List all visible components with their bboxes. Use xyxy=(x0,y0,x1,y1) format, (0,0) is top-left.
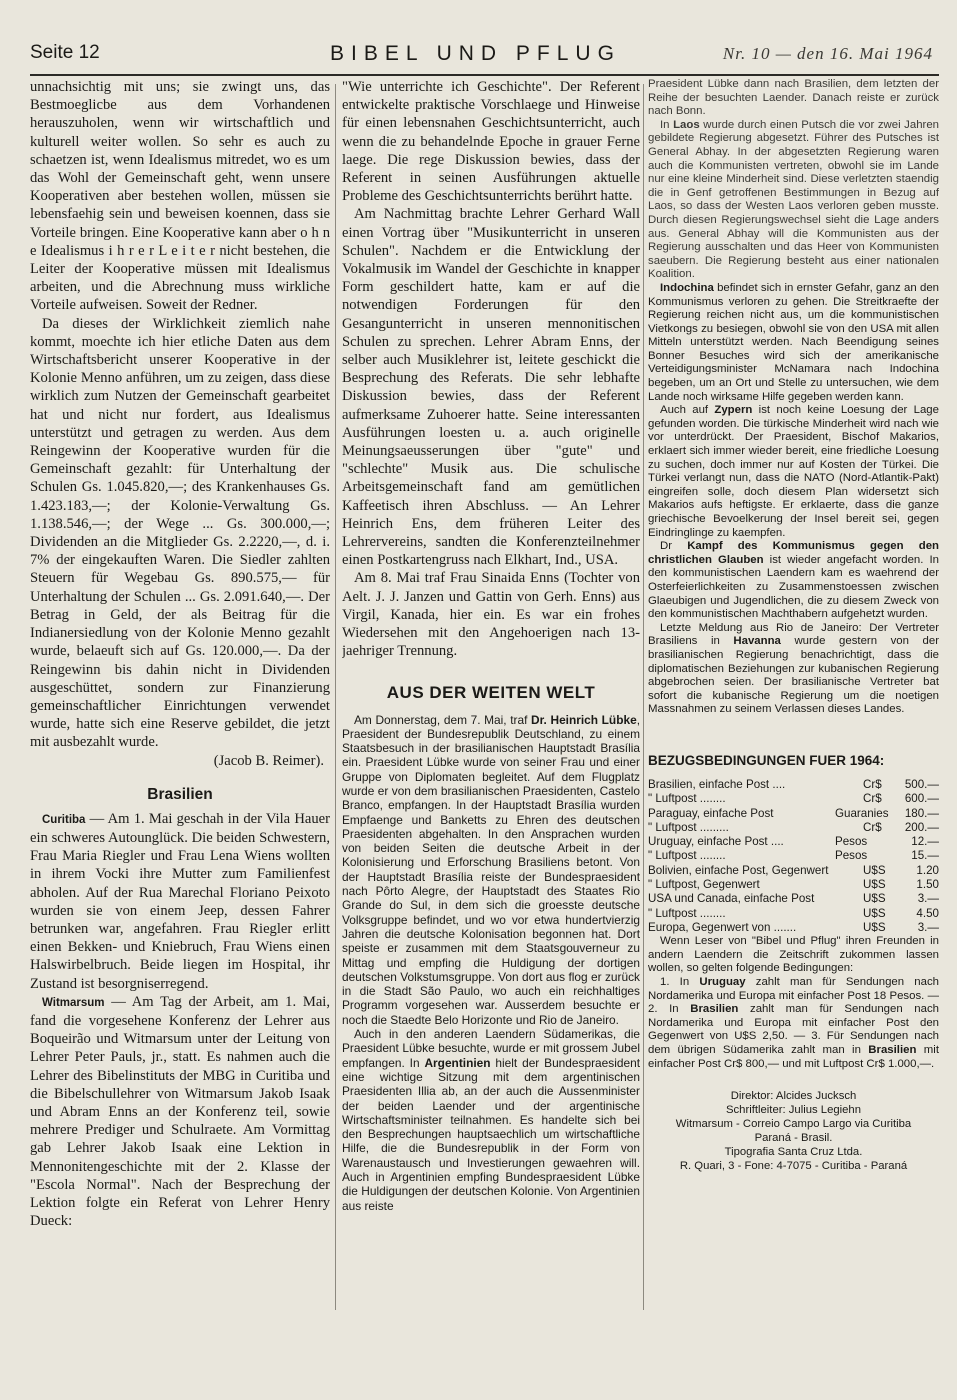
price-label: " Luftpost ......... xyxy=(648,820,729,834)
newspaper-title: BIBEL UND PFLUG xyxy=(330,42,621,65)
price-row xyxy=(648,835,939,849)
city-name: Havanna xyxy=(733,635,781,648)
news-item-luebke: Am Donnerstag, dem 7. Mai, traf Dr. Heinrich Lübke, Praesident der Bundesrepublik Deutschland, zu einem Staatsbesuch in der brasilianischen Hauptstadt Brasília ein. Praesident Lübke wurde von seiner Frau und einer Gruppe von Diplomaten begleitet. Auf dem Flugplatz wurde er von dem brasilianischen Praesidenten, Castelo Branco, empfangen. In der Hauptstadt Brasília wurden Empfaenge und Banketts zu Ehren des deutschen Praesidenten abgehalten. In den Ansprachen wurden von beiden Seiten die deutsche Arbeit in der Kolonisierung und Erforschung Brasiliens betont. Von der Hauptstadt Brasília reiste der Bundespraesident nach Pôrto Alegre, der Hauptstadt des Staates Rio Grande do Sul, in dem sich die groesste deutsche Volksgruppe befindet, und wo vor etwa hundertvierzig Jahren die deutsche Kolonisation begonnen hat. Dort speiste er zusammen mit dem Staatsgouverneur zu Mittag und empfing die Huldigung der dortigen deutschen Volkstumsgruppe. Von dort aus flog er zurück in die Stadt São Paulo, wo auch ein reichhaltiges Programm vorgesehen war. Ausserdem besuchte er noch die Staedte Belo Horizonte und Rio de Janeiro. xyxy=(342,712,640,1027)
price-label: Brasilien, einfache Post .... xyxy=(648,777,786,791)
news-text: — Am 1. Mai geschah in der Vila Hauer ein schweres Autounglück. Die beiden Schwestern, Frau Maria Riegler und Frau Lena Wiens wollten in ihrem Vocki ihre Mutter zum Familienfest abholen. Auf der Rua Marechal Floriano Peixoto wurden sie von einem Jeep, dessen Fahrer betrunken war, angefahren. Frau Riegler erlitt einen Bekken- und Kniebruch, Frau Wiens einen Halswirbelbruch. Beide liegen im Hospital, ihr Zustand ist besorgniserregend. xyxy=(30,810,330,992)
article-paragraph: Am 8. Mai traf Frau Sinaida Enns (Tochter von Aelt. J. J. Janzen und Gattin von Gerh. Enns) aus Virgil, Kanada, hier ein. Es war ein frohes Wiedersehen mit den Angehoerigen nach 13-jaehriger Trennung. xyxy=(342,570,640,660)
imprint-line: Tipografia Santa Cruz Ltda. xyxy=(724,1146,863,1159)
news-item-argentinien: Auch in den anderen Laendern Südamerikas, die Praesident Lübke besuchte, wurde er mit grossem Jubel empfangen. In Argentinien hielt der Bundespraesident eine wichtige Sitzung mit dem argentinischen Praesidenten Illia ab, an der auch die Aussenminister der beiden Laender und der argentinische Wirtschaftsminister teilnahmen. Es handelte sich bei den Besprechungen hauptsaechlich um wirtschaftliche Hilfe, die die Bundesrepublik in der Form von Warenaustausch und Investierungen gewaehren will. Auch in Argentinien empfing Bundespraesident Lübke die Huldigungen der deutschen Kolonie. Von Argentinien aus reiste xyxy=(342,1027,640,1213)
news-item-witmarsum xyxy=(30,993,330,1231)
price-row xyxy=(648,807,939,821)
article-paragraph: Praesident Lübke dann nach Brasilien, dem letzten der Reihe der besuchten Laender. Danach reiste er zurück nach Bonn. xyxy=(648,78,939,118)
article-paragraph: Da dieses der Wirklichkeit ziemlich nahe kommt, moechte ich hier etliche Daten aus dem Wirtschaftsbericht unserer Kooperative in der Kolonie Menno anführen, um zu zeigen, dass diese wirklich zum Nutzen der Gemeinschaft gearbeitet hat und nicht nur fordert, aus Idealismus unterstützt und getragen zu werden. Aus dem Reingewinn der Kooperative wurden für die Gemeinschaft gezahlt: für Unterhaltung der Schulen Gs. 1.045.820,—; des Krankenhauses Gs. 1.423.183,—; der Kolonie-Verwaltung Gs. 1.138.546,—; der Wege ... Gs. 300.000,—; Dividenden an die Mitglieder Gs. 2.2220,—, d. i. 7% der eingekauften Waren. Die Siedler zahlten Steuern für Wegebau Gs. 890.575,— für Unterhaltung der Schulen ... Gs. 2.091.640,—. Der Betrag in Geld, der als Beitrag für die Indianersiedlung von der Kolonie Menno gezahlt wurde, belaeuft sich auf Gs. 120.000,—. Da der Reingewinn bis dahin nicht in Dividenden ausgeschüttet, sondern zur Finanzierung gemeinschaftlicher Einrichtungen verwendet wurde, hatte sich eine Reserve gebildet, die jetzt mit ausbezahlt wurde. xyxy=(30,315,330,751)
country-name: Argentinien xyxy=(424,1055,491,1070)
article-paragraph: unnachsichtig mit uns; sie zwingt uns, das Bestmoeglicbe aus dem Vorhandenen herauszuholen, wenn wir wirtschaftlich und kulturell weiter wollen. So sehr es auch zu schaetzen ist, wenn Idealismus mitredet, wo es um das Wohl der Gemeinschaft geht, wenn unsere Kooperativen aber bestehen wollen, müssen sie lebensfaehig sein und beweisen koennen, dass sie Vorteile bringen. Eine Kooperative kann aber o h n e Idealismus i h r e r L e i t e r nicht bestehen, die Leiter der Kooperative müssen mit Idealismus arbeiten, und die Abrechnung muss wirkliche Vorteile aufweisen. Soweit der Redner. xyxy=(30,79,330,314)
price-currency: Pesos xyxy=(835,835,868,849)
location-label: Witmarsum xyxy=(42,996,105,1009)
section-heading-brasilien: Brasilien xyxy=(147,785,213,803)
column-divider xyxy=(643,84,644,1310)
price-amount: 12.— xyxy=(911,835,939,849)
price-row xyxy=(648,792,939,806)
article-paragraph: Am Nachmittag brachte Lehrer Gerhard Wall einen Vortrag über "Musikunterricht in unseren Schulen". Nachdem er die Entwicklung der Vokalmusik im Wandel der Geschichte in knapper Form geschildert hatte, kam er auf die notwendigen Forderungen für den Gesangunterricht in unseren mennonitischen Schulen zu sprechen. Lehrer Abram Enns, der selber auch Musiklehrer ist, leitete geschickt die Besprechung des Referats. Die sehr lebhafte Diskussion bewies, dass der Referent aufmerksame Zuhoerer hatte. Seine interessanten Ausführungen loesten u. a. auch originelle Meinungsaeusserungen über "gute" und "schlechte" Musik aus. Die schulische Arbeitsgemeinschaft fand am gemütlichen Kaffeetisch ihren Abschluss. — An Lehrer Heinrich Ens, dem früheren Leiter des Lehrervereins, sandten die Konferenzteilnehmer einen Postkartengruss nach Elkhart, Ind., USA. xyxy=(342,206,640,569)
price-label: USA und Canada, einfache Post xyxy=(648,892,815,906)
article-paragraph: "Wie unterrichte ich Geschichte". Der Referent entwickelte praktische Vorschlaege und Hinweise für einen lebensnahen Geschichtsunterricht, auch wenn die zu behandelnde Epoche in grauer Ferne laege. Die rege Diskussion bewies, dass der Referent in seinen Ausführungen aktuelle Probleme des Geschichtsunterrichts berührt hatte. xyxy=(342,79,640,205)
news-item-kampf: Dr Kampf des Kommunismus gegen den christlichen Glauben ist wieder angefacht worden. In den kommunistischen Laendern kam es waehrend der Osterfeierlichkeiten zu Zusammenstoessen zwischen Glaeubigen und Jugendlichen, die zu diesem Zweck von den kommunistischen Machthabern aufgehetzt wurden. xyxy=(648,540,939,621)
price-label: " Luftpost ........ xyxy=(648,792,726,806)
column-divider xyxy=(335,84,336,1310)
price-amount: 500.— xyxy=(904,777,939,791)
price-currency: U$S xyxy=(863,892,886,906)
masthead xyxy=(30,30,939,76)
price-label: Europa, Gegenwert von ....... xyxy=(648,920,797,934)
price-currency: U$S xyxy=(863,906,886,920)
price-amount: 180.— xyxy=(904,806,939,820)
price-label: Bolivien, einfache Post, Gegenwert xyxy=(648,863,829,877)
news-text: — Am Tag der Arbeit, am 1. Mai, fand die vorgesehene Konferenz der Lehrer aus Boqueirão und Witmarsum unter der Leitung von Lehrer Peter Pauls, jr., statt. Es nahmen auch die Lehrer des Bibelinstituts der MBG in Curitiba und die Bibelschullehrer von Witmarsum Jakob Isaak und Abram Enns an der Konferenz teil, sowie mehrere Prediger und Schulraete. Am Vormittag gab Lehrer Jakob Isaak eine Lektion in Mennonitengeschichte mit der 2. Klasse der "Escola Normal". Nach der Besprechung der Lektion folgte ein Referat von Lehrer Henry Dueck: xyxy=(30,993,330,1230)
news-item-indochina: Indochina befindet sich in ernster Gefahr, ganz an den Kommunismus verloren zu gehen. Die Streitkraefte der Regierung reichen nicht aus, um die kommunistischen Vietkongs zu besiegen, obwohl sie von den USA mit allen Mitteln unterstützt werden. Nach Beendigung seines Bonner Besuches wird sich der amerikanische Verteidigungsminister McNamara nach Indochina begeben, um an Ort und Stelle zu untersuchen, wie dem Lande noch wirksame Hilfe gegeben werden kann. xyxy=(648,281,939,403)
imprint-line: R. Quari, 3 - Fone: 4-7075 - Curitiba - Paraná xyxy=(679,1160,908,1173)
price-currency: U$S xyxy=(863,863,886,877)
price-label: Uruguay, einfache Post .... xyxy=(648,835,784,849)
price-currency: Guaranies xyxy=(835,806,889,820)
column-3 xyxy=(648,78,939,1390)
price-row xyxy=(648,778,939,792)
price-row xyxy=(648,821,939,835)
imprint xyxy=(648,1089,939,1173)
person-name: Dr. Heinrich Lübke xyxy=(531,712,637,727)
column-2 xyxy=(342,78,640,1390)
price-amount: 1.20 xyxy=(916,863,939,877)
price-amount: 15.— xyxy=(911,849,939,863)
subscription-text: Wenn Leser von "Bibel und Pflug" ihren Freunden in andern Laendern die Zeitschrift zukommen lassen wollen, so gelten folgende Bedingungen: xyxy=(648,935,939,975)
price-amount: 3.— xyxy=(917,892,939,906)
price-currency: Pesos xyxy=(835,849,868,863)
price-currency: Cr$ xyxy=(863,820,882,834)
price-currency: Cr$ xyxy=(863,777,882,791)
location-label: Curitiba xyxy=(42,813,86,826)
country-name: Laos xyxy=(673,118,700,131)
page-number: Seite 12 xyxy=(30,42,100,63)
imprint-line: Schriftleiter: Julius Legiehn xyxy=(725,1104,861,1117)
price-amount: 600.— xyxy=(904,792,939,806)
price-list xyxy=(648,778,939,935)
price-currency: U$S xyxy=(863,877,886,891)
news-item-zypern: Auch auf Zypern ist noch keine Loesung der Lage gefunden worden. Die türkische Minderheit wird nach wie vor unterdrückt. Der Praesident, Bischof Makarios, erklaert sich immer wieder bereit, eine friedliche Loesung zu suchen, doch immer nur auf Kosten der Türkei. Die Türkei verlangt nun, dass die NATO (Nord-Atlantik-Pakt) eingreifen solle, doch diesem Plan widersetzt sich Makarios aufs heftigste. Er erklaerte, dass die ganze griechische Bevoelkerung der Insel bereit sei, gegen Eindringlinge zu kaempfen. xyxy=(648,404,939,539)
author-signature: (Jacob B. Reimer). xyxy=(213,752,324,769)
price-row xyxy=(648,921,939,935)
news-item-laos: In Laos wurde durch einen Putsch die vor zwei Jahren gebildete Regierung abgesetzt. Führer des Putsches ist General Abhay. In der abgesetzten Regierung waren auch die Kommunisten vertreten, obwohl sie im Lande nur eine kleine Minderheit sind. Diese verletzten staendig die in Genf getroffenen Bestimmungen in Bezug auf Laos, so dass der Westen Laos verloren geben musste. Durch diesen Regierungswechsel sieht die Lage anders aus. General Abhay will die Kommunisten aus der Regierung ausschalten und das Heer von Kommunisten saeubern. Die Regierung besteht aus einer nationalen Koalition. xyxy=(648,118,939,281)
subscription-conditions: 1. In Uruguay zahlt man für Sendungen nach Nordamerika und Europa mit einfacher Post 18 Pesos. — 2. In Brasilien zahlt man für Sendungen nach Nordamerika und Europa mit einfacher Post den Gegenwert von U$S 2,50. — 3. Für Sendungen nach dem übrigen Südamerika zahlt man in Brasilien mit einfacher Post Cr$ 800,— und mit Luftpost Cr$ 1.000,—. xyxy=(648,975,939,1070)
country-name: Zypern xyxy=(714,404,753,417)
issue-date: Nr. 10 — den 16. Mai 1964 xyxy=(722,44,933,63)
price-row xyxy=(648,892,939,906)
price-label: Paraguay, einfache Post xyxy=(648,806,774,820)
price-amount: 3.— xyxy=(917,920,939,934)
price-currency: U$S xyxy=(863,920,886,934)
price-label: " Luftpost ........ xyxy=(648,849,726,863)
section-heading-welt: AUS DER WEITEN WELT xyxy=(386,682,596,702)
news-item-havanna: Letzte Meldung aus Rio de Janeiro: Der Vertreter Brasiliens in Havanna wurde gestern von der brasilianischen Regierung benachrichtigt, dass die diplomatischen Beziehungen zur kubanischen Regierung abgebrochen seien. Der brasilianische Vertreter bat sofort die kubanische Regierung um die noetigen Massnahmen zu seinem Verlassen dieses Landes. xyxy=(648,621,939,716)
price-currency: Cr$ xyxy=(863,792,882,806)
price-label: " Luftpost, Gegenwert xyxy=(648,877,760,891)
price-amount: 1.50 xyxy=(916,877,939,891)
column-1 xyxy=(30,78,330,1390)
price-row xyxy=(648,878,939,892)
price-amount: 200.— xyxy=(904,820,939,834)
price-label: " Luftpost ........ xyxy=(648,906,726,920)
imprint-line: Direktor: Alcides Jucksch xyxy=(730,1090,857,1103)
news-item-curitiba xyxy=(30,810,330,993)
columns xyxy=(30,78,939,1390)
topic-name: Kampf des Kommunismus gegen den christlichen Glauben xyxy=(648,540,939,566)
imprint-line: Paraná - Brasil. xyxy=(754,1132,833,1145)
price-row xyxy=(648,864,939,878)
price-row xyxy=(648,849,939,863)
imprint-line: Witmarsum - Correio Campo Largo via Curitiba xyxy=(675,1118,912,1131)
country-name: Indochina xyxy=(660,281,714,294)
price-row xyxy=(648,907,939,921)
price-amount: 4.50 xyxy=(916,906,939,920)
subscription-heading: BEZUGSBEDINGUNGEN FUER 1964: xyxy=(648,752,885,768)
